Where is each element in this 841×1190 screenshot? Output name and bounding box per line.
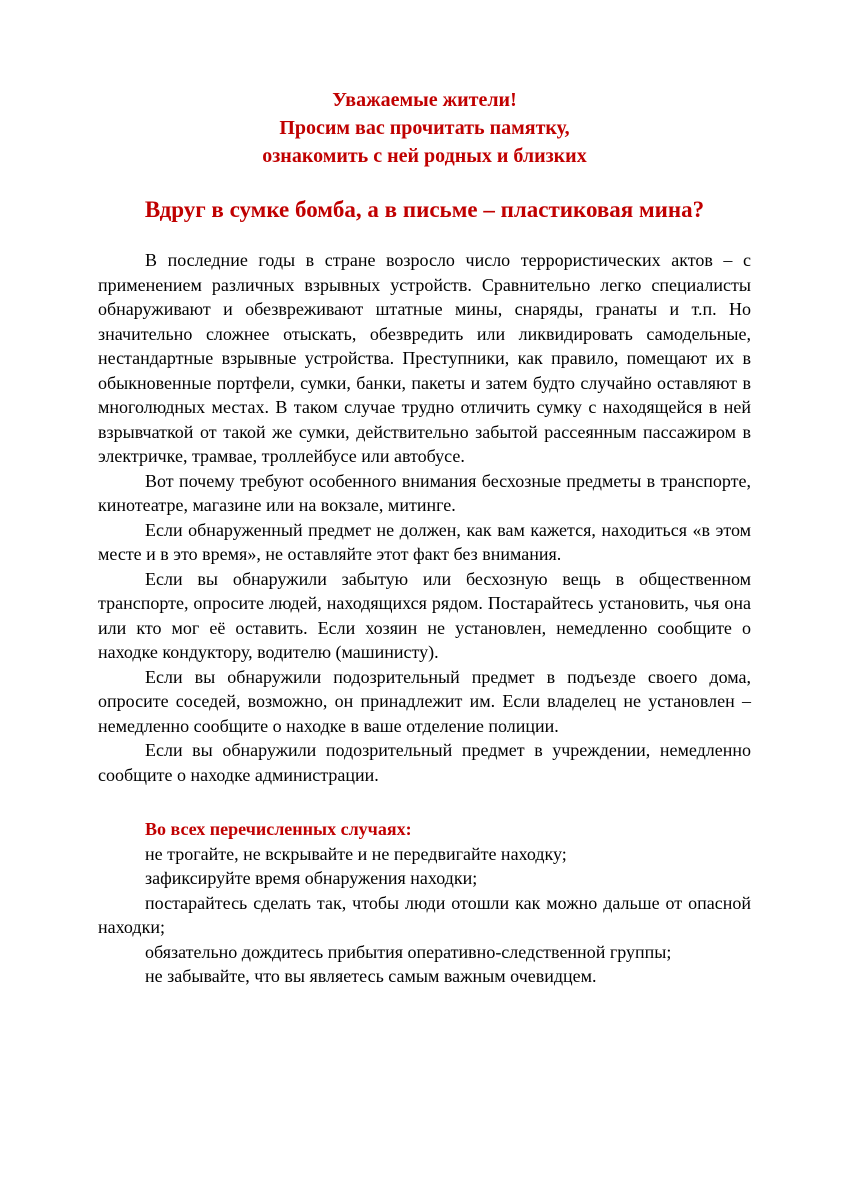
paragraph: В последние годы в стране возросло число террористических актов – с применением различных взрывных устройств. Сравнительно легко специалисты обнаруживают и обезвреживают штатные мины, снаряды, гранаты и т.п. Но значительно сложнее отыскать, обезвредить или ликвидировать самодельные, нестандартные взрывные устройства. Преступники, как правило, помещают их в обыкновенные портфели, сумки, банки, пакеты и затем будто случайно оставляют в многолюдных местах. В таком случае трудно отличить сумку с находящейся в ней взрывчаткой от такой же сумки, действительно забытой рассеянным пассажиром в электричке, трамвае, троллейбусе или автобусе.	[98, 250, 751, 466]
doc-body	[98, 248, 751, 989]
paragraph: Если обнаруженный предмет не должен, как вам кажется, находиться «в этом месте и в это время», не оставляйте этот факт без внимания.	[98, 519, 751, 564]
paragraph: Если вы обнаружили забытую или бесхозную вещь в общественном транспорте, опросите людей, находящихся рядом. Постарайтесь установить, чья она или кто мог её оставить. Если хозяин не установлен, немедленно сообщите о находке кондуктору, водителю (машинисту).	[98, 568, 751, 662]
page-title: Вдруг в сумке бомба, а в письме – пластиковая мина?	[144, 197, 705, 222]
list-item: постарайтесь сделать так, чтобы люди отошли как можно дальше от опасной находки;	[98, 892, 751, 937]
paragraph: Если вы обнаружили подозрительный предмет в подъезде своего дома, опросите соседей, возможно, он принадлежит им. Если владелец не установлен – немедленно сообщите о находке в ваше отделение полиции.	[98, 666, 751, 736]
paragraph: Если вы обнаружили подозрительный предмет в учреждении, немедленно сообщите о находке администрации.	[98, 740, 751, 785]
header-line: ознакомить с ней родных и близких	[262, 145, 587, 167]
header-line: Просим вас прочитать памятку,	[279, 117, 570, 139]
list-item: не трогайте, не вскрывайте и не передвигайте находку;	[145, 843, 567, 864]
header-line: Уважаемые жители!	[332, 89, 517, 111]
warning-heading: Во всех перечисленных случаях:	[145, 819, 412, 839]
paragraph: Вот почему требуют особенного внимания бесхозные предметы в транспорте, кинотеатре, магазине или на вокзале, митинге.	[98, 470, 751, 515]
doc-header	[98, 86, 751, 170]
list-item: не забывайте, что вы являетесь самым важным очевидцем.	[145, 966, 597, 986]
list-item: обязательно дождитесь прибытия оперативно-следственной группы;	[145, 941, 672, 962]
list-item: зафиксируйте время обнаружения находки;	[145, 868, 478, 888]
